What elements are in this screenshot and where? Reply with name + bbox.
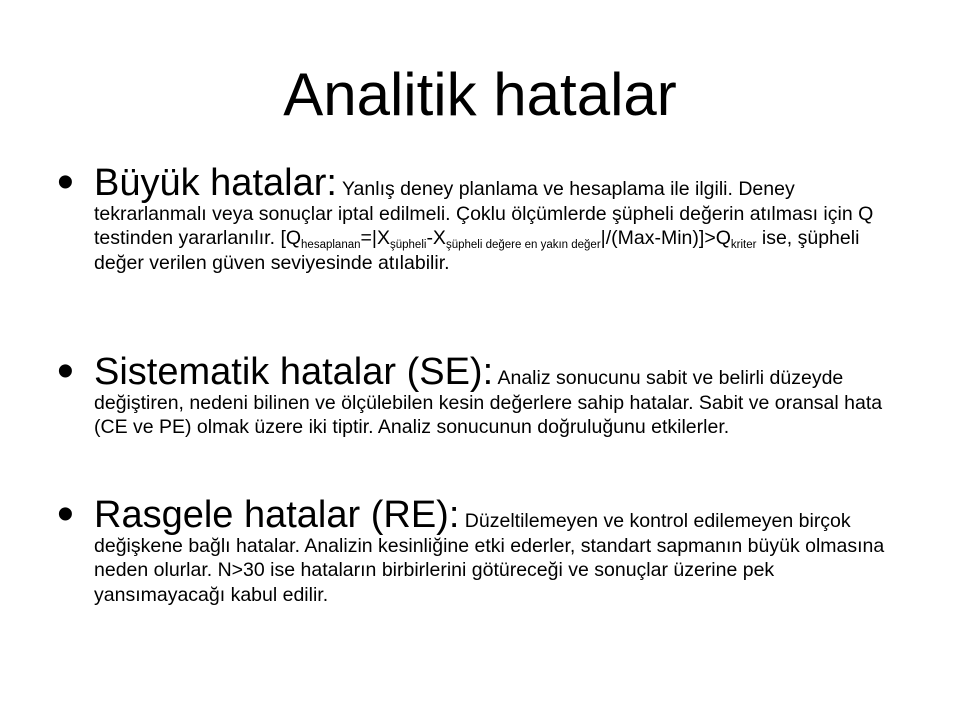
formula-subscript: kriter — [730, 239, 757, 251]
bullet-text: Analiz sonucunu sabit ve belirli düzeyde değiştiren, nedeni bilinen ve ölçülebilen kesin değerlere sahip hatalar. Sabit ve oransal hata (CE ve PE) olmak üzere iki tiptir. Analiz sonucunun doğruluğunu etkilerler. — [94, 367, 883, 438]
formula-part: |/(Max-Min)]>Q — [600, 227, 731, 249]
bullet-text: Yanlış deney planlama ve hesaplama ile ilgili. Deney tekrarlanmalı veya sonuçlar iptal edilmeli. Çoklu ölçümlerde şüpheli değerin atılması için Q testinden yararlanılır. — [94, 178, 874, 249]
bullet-body — [94, 494, 910, 607]
slide-title: Analitik hatalar — [283, 61, 677, 128]
bullet-heading: Sistematik hatalar (SE): — [94, 351, 494, 393]
formula-subscript: şüpheli — [389, 239, 427, 251]
bullet-dot-icon: • — [57, 345, 74, 398]
bullet-dot-icon: • — [57, 488, 74, 541]
formula-subscript: hesaplanan — [301, 239, 361, 251]
bullet-dot-icon: • — [57, 156, 74, 209]
formula-subscript: şüpheli değere en yakın değer — [445, 239, 601, 251]
bullet-text: Düzeltilemeyen ve kontrol edilemeyen birçok değişkene bağlı hatalar. Analizin kesinliğine etki ederler, standart sapmanın büyük olmasına neden olurlar. N>30 ise hataların birbirlerini götüreceği ve sonuçlar üzerine pek yansımayacağı kabul edilir. — [94, 510, 885, 606]
bullet-heading: Rasgele hatalar (RE): — [94, 494, 460, 536]
formula-part: -X — [426, 227, 446, 249]
formula-part: =|X — [360, 227, 390, 249]
formula-part: [Q — [280, 227, 302, 249]
bullet-body — [94, 351, 910, 440]
bullet-body — [94, 162, 910, 275]
bullet-heading: Büyük hatalar: — [94, 162, 337, 204]
formula-part: ise, şüpheli değer verilen güven seviyesinde atılabilir. — [94, 227, 860, 274]
